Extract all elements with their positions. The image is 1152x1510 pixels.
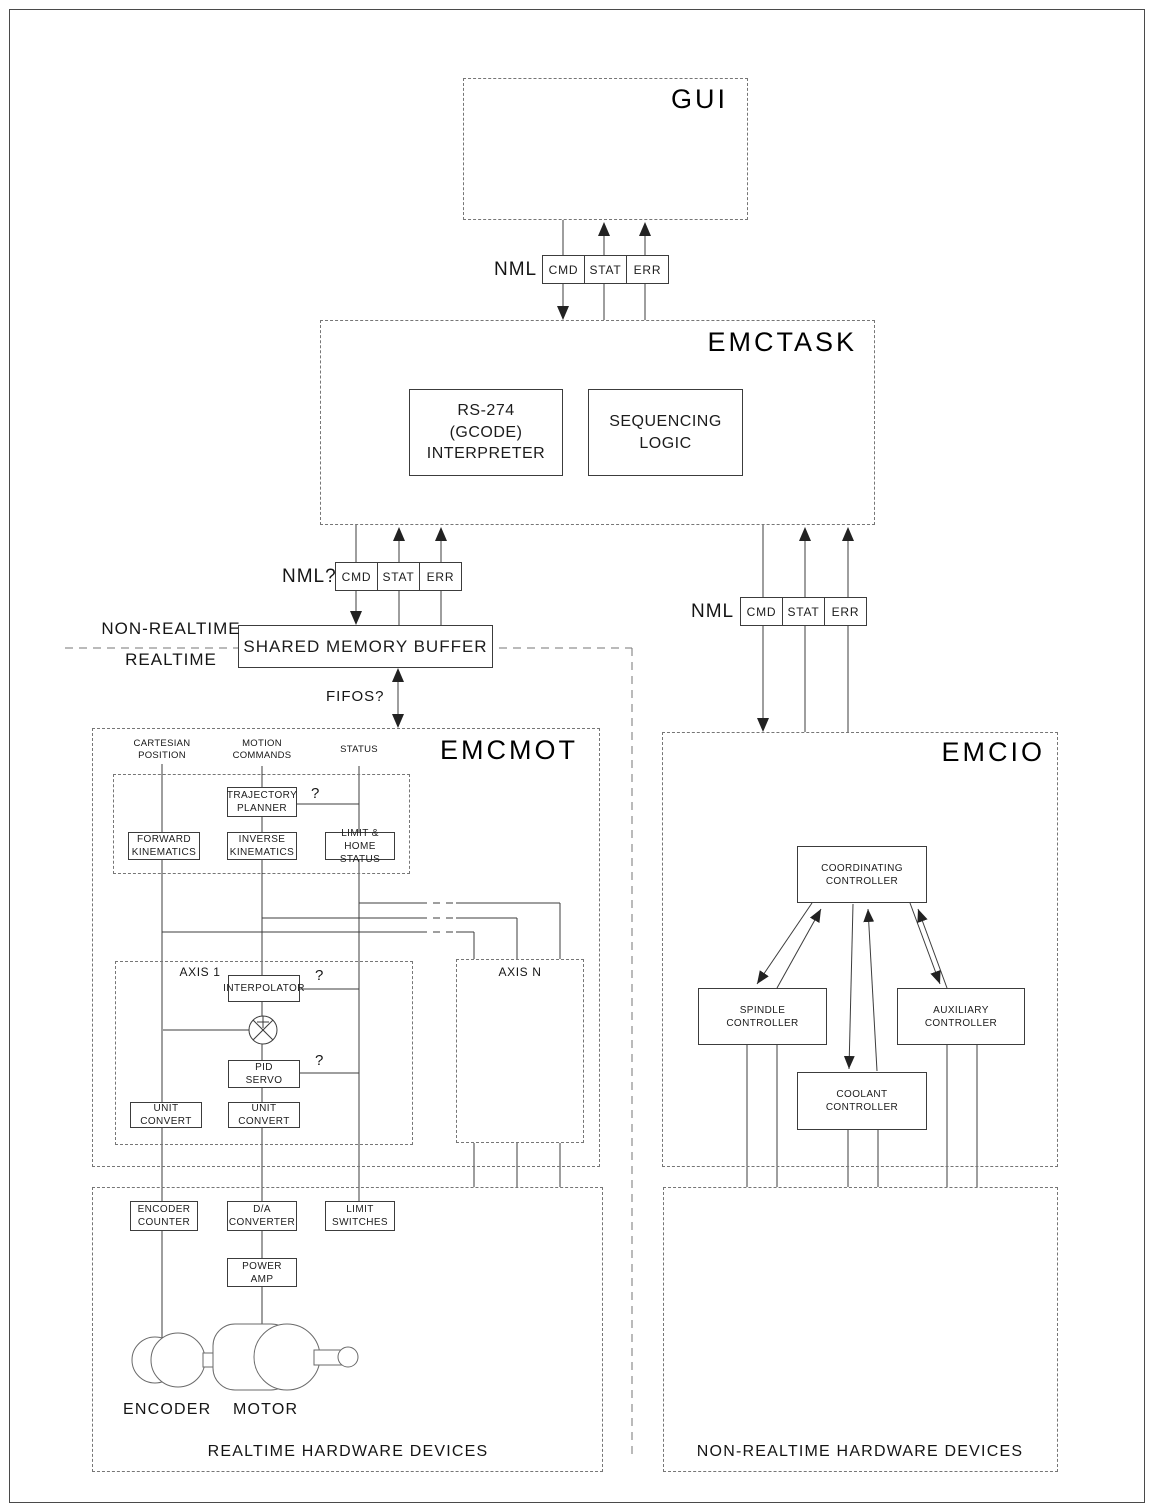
nml-channel-right [740,597,867,626]
rs274-interpreter-box: RS-274 (GCODE) INTERPRETER [409,389,563,476]
emcmot-title: EMCMOT [440,735,578,765]
forward-kinematics-box: FORWARD KINEMATICS [128,832,200,860]
encoder-label: ENCODER [123,1401,212,1418]
sequencing-logic-box: SEQUENCING LOGIC [588,389,743,476]
nml-channel-top [542,255,669,284]
motor-label: MOTOR [233,1401,299,1418]
question-mark-trajectory: ? [311,785,320,802]
realtime-hardware-label: REALTIME HARDWARE DEVICES [207,1443,489,1460]
coordinating-controller-box: COORDINATING CONTROLLER [797,846,927,903]
nml-left-label: NML? [282,566,337,587]
interpolator-box: INTERPOLATOR [228,975,300,1002]
inverse-kinematics-box: INVERSE KINEMATICS [227,832,297,860]
nml-right-label: NML [691,601,735,622]
axisn-box [456,959,584,1143]
gui-title: GUI [670,84,728,114]
emcio-title: EMCIO [941,737,1045,767]
nml-top-cmd-cell: CMD [542,255,585,284]
trajectory-planner-box: TRAJECTORY PLANNER [227,787,297,817]
nonrealtime-hardware-box [663,1187,1058,1472]
nml-right-cmd-cell: CMD [740,597,783,626]
shared-memory-buffer-box: SHARED MEMORY BUFFER [238,625,493,668]
status-label: STATUS [340,744,378,755]
nml-left-stat-cell: STAT [377,562,420,591]
nml-left-cmd-cell: CMD [335,562,378,591]
question-mark-interpolator: ? [315,967,324,984]
question-mark-pid: ? [315,1052,324,1069]
power-amp-box: POWER AMP [227,1258,297,1287]
nonrealtime-hardware-label: NON-REALTIME HARDWARE DEVICES [696,1443,1024,1460]
fifos-label: FIFOS? [326,688,385,705]
axisn-label: AXIS N [498,965,542,979]
nml-left-err-cell: ERR [419,562,462,591]
da-converter-box: D/A CONVERTER [227,1201,297,1231]
unit-convert-left-box: UNIT CONVERT [130,1102,202,1128]
auxiliary-controller-box: AUXILIARY CONTROLLER [897,988,1025,1045]
limit-home-status-box: LIMIT & HOME STATUS [325,832,395,860]
nml-channel-left [335,562,462,591]
motion-commands-label: MOTION COMMANDS [232,738,292,761]
limit-switches-box: LIMIT SWITCHES [325,1201,395,1231]
coolant-controller-box: COOLANT CONTROLLER [797,1072,927,1130]
nml-top-err-cell: ERR [626,255,669,284]
spindle-controller-box: SPINDLE CONTROLLER [698,988,827,1045]
pid-servo-box: PID SERVO [228,1060,300,1088]
encoder-counter-box: ENCODER COUNTER [130,1201,198,1231]
realtime-label: REALTIME [125,650,217,669]
unit-convert-mid-box: UNIT CONVERT [228,1102,300,1128]
non-realtime-label: NON-REALTIME [101,619,241,638]
nml-top-label: NML [494,259,538,280]
emctask-title: EMCTASK [707,327,857,357]
nml-top-stat-cell: STAT [584,255,627,284]
cartesian-position-label: CARTESIAN POSITION [133,738,191,761]
nml-right-stat-cell: STAT [782,597,825,626]
nml-right-err-cell: ERR [824,597,867,626]
axis1-label: AXIS 1 [179,965,221,979]
